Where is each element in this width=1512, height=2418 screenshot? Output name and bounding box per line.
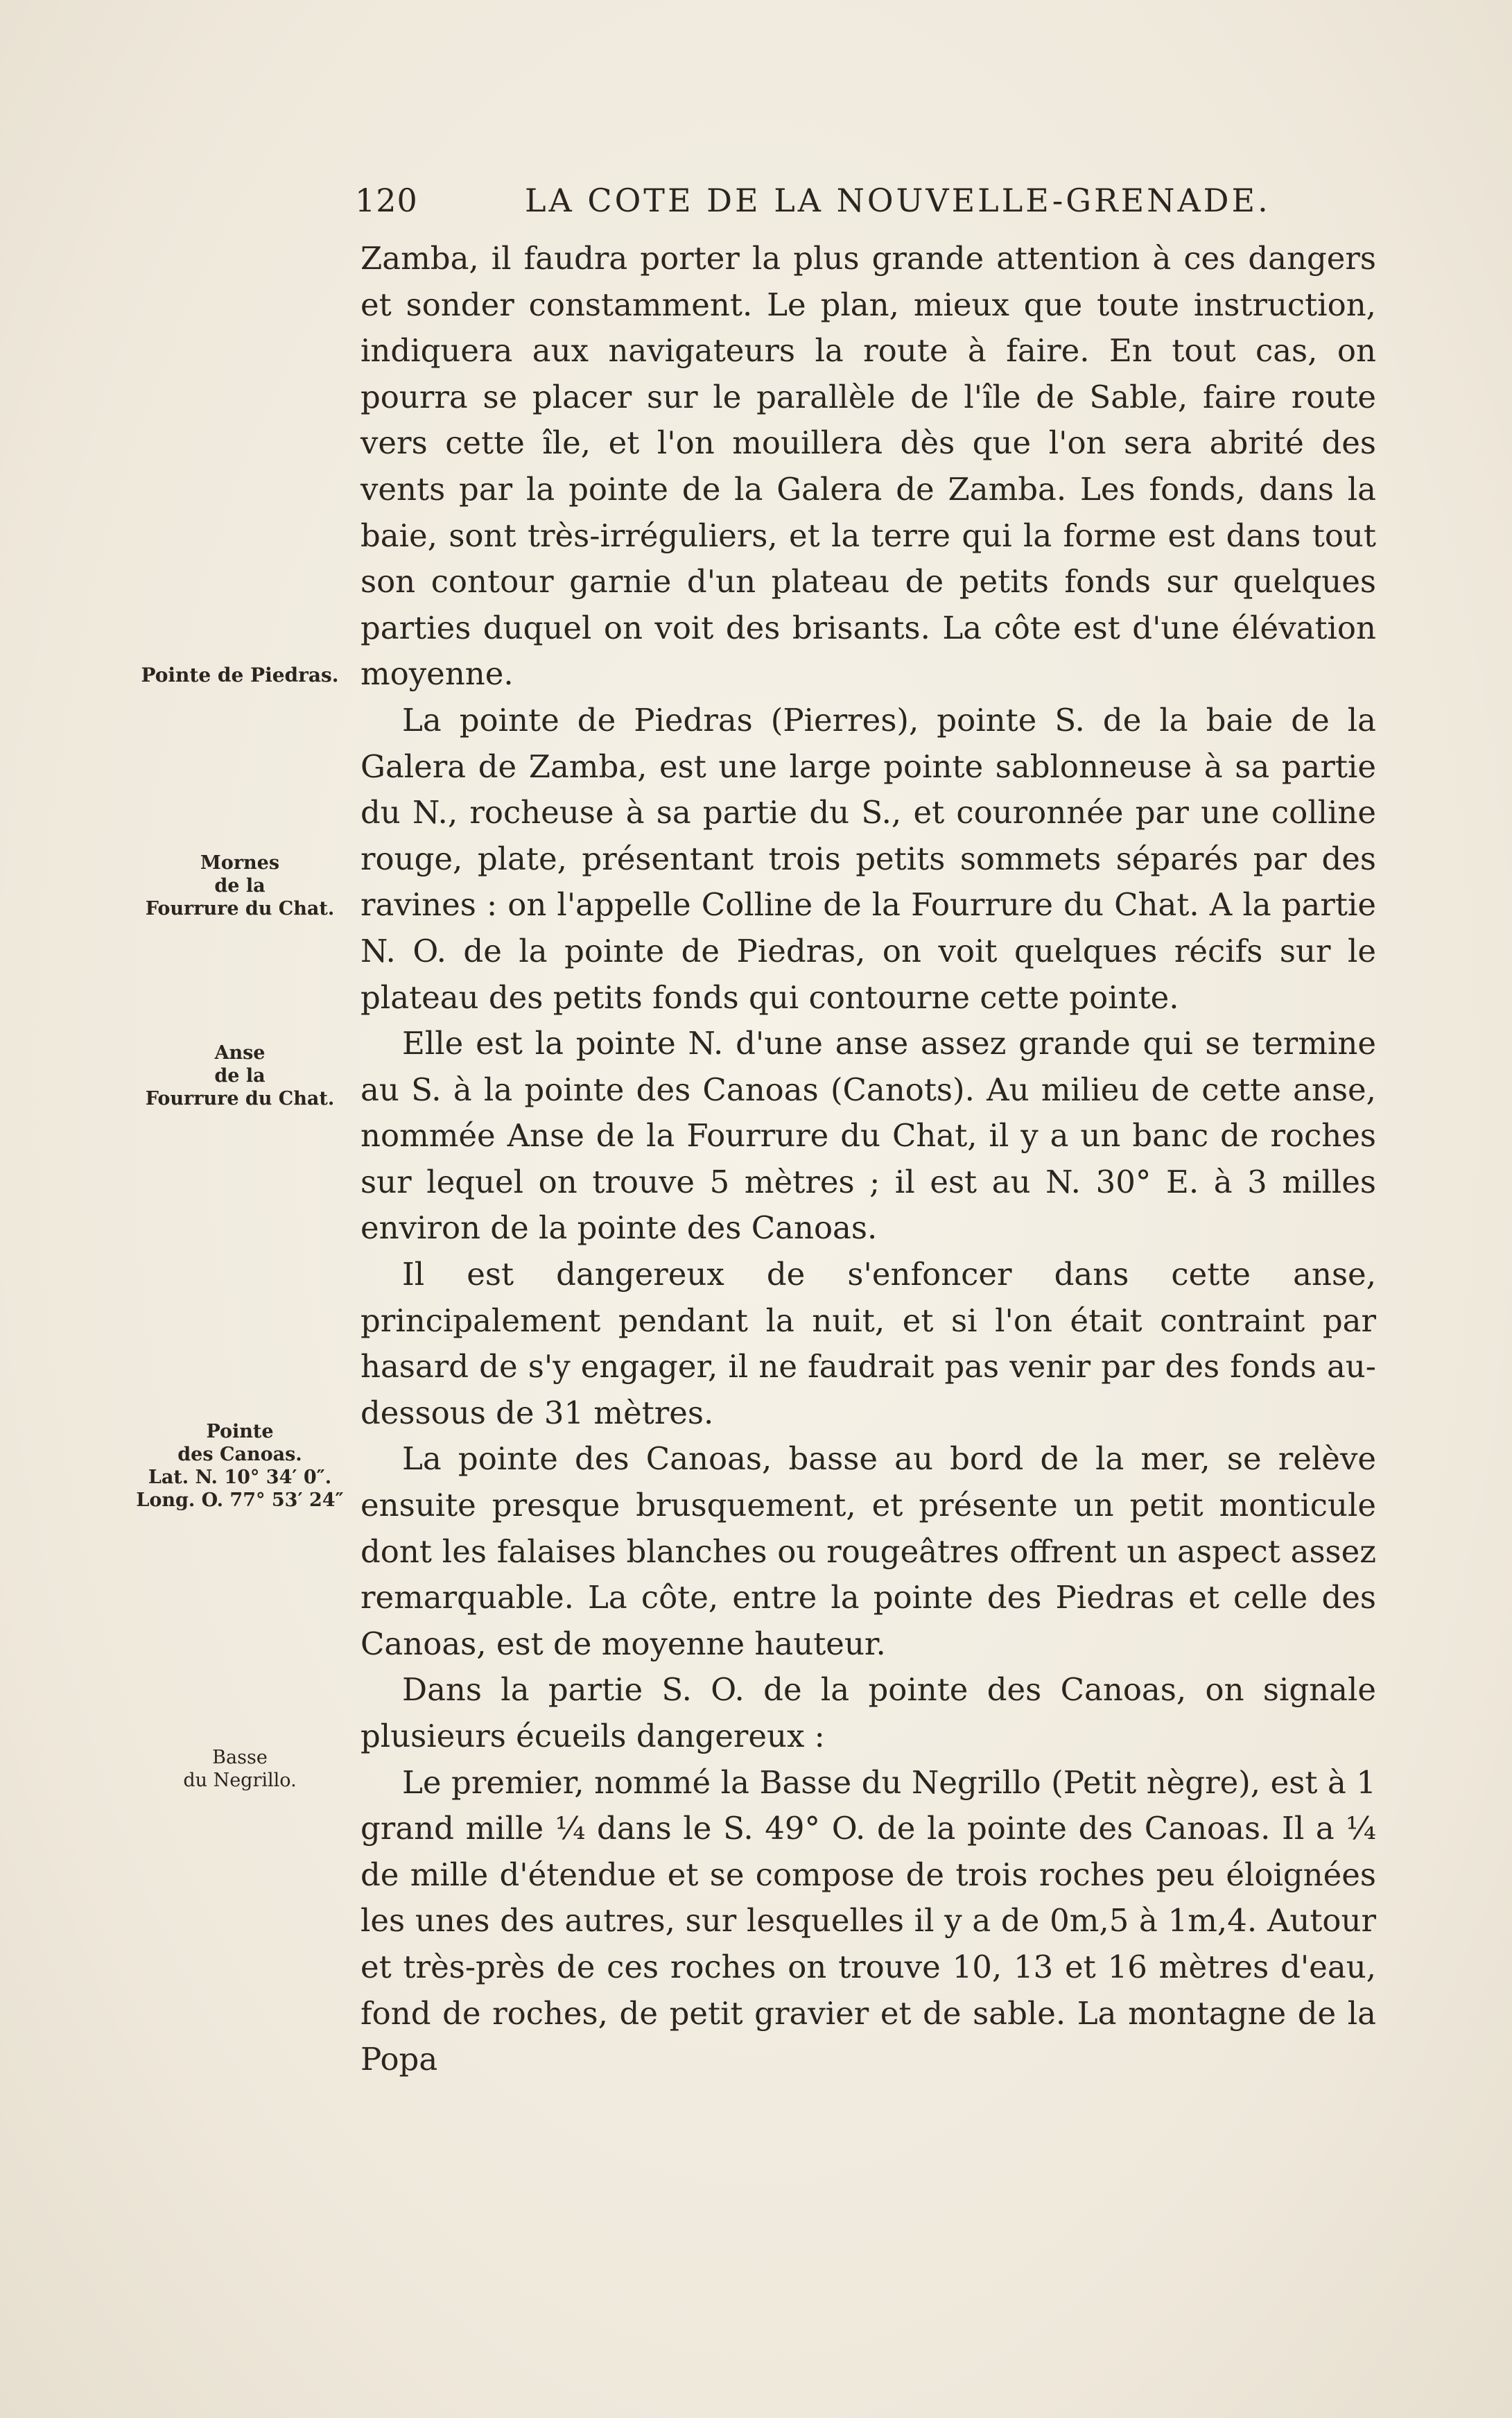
paragraph: Zamba, il faudra porter la plus grande attention à ces dangers et sonder constamment. Le plan, mieux que toute instruction, indiquera aux navigateurs la route à faire. En tout cas, on pourra se placer sur le parallèle de l'île de Sable, faire route vers cette île, et l'on mouillera dès que l'on sera abrité des vents par la pointe de la Galera de Zamba. Les fonds, dans la baie, sont très-irréguliers, et la terre qui la forme est dans tout son contour garnie d'un plateau de petits fonds sur quelques parties duquel on voit des brisants. La côte est d'une élévation moyenne. bbox=[360, 240, 1376, 693]
paragraph: Il est dangereux de s'enfoncer dans cette anse, principalement pendant la nuit, et si l'on était contraint par hasard de s'y engager, il ne faudrait pas venir par des fonds au-dessous de 31 mètres. bbox=[360, 1256, 1376, 1431]
margin-note-line: Pointe de Piedras. bbox=[141, 664, 339, 686]
margin-note-line: du Negrillo. bbox=[183, 1770, 297, 1791]
margin-note-pointe-des-canoas bbox=[136, 1420, 344, 1512]
margin-note-line: Lat. N. 10° 34′ 0″. bbox=[148, 1467, 332, 1488]
paragraph: La pointe des Canoas, basse au bord de la mer, se relève ensuite presque brusquement, et présente un petit monticule dont les falaises blanches ou rougeâtres offrent un aspect assez remarquable. La côte, entre la pointe des Piedras et celle des Canoas, est de moyenne hauteur. bbox=[360, 1440, 1376, 1662]
margin-note-pointe-de-piedras bbox=[136, 664, 344, 686]
margin-note-line: Fourrure du Chat. bbox=[145, 1088, 335, 1109]
margin-note-line: des Canoas. bbox=[177, 1444, 302, 1465]
margin-note-line: Mornes bbox=[200, 852, 280, 874]
margin-note-line: Basse bbox=[212, 1747, 268, 1768]
margin-note-line: Pointe bbox=[206, 1421, 274, 1442]
margin-note-line: de la bbox=[214, 1065, 266, 1087]
margin-note-line: Long. O. 77° 53′ 24″ bbox=[136, 1489, 344, 1511]
page-header bbox=[355, 175, 1381, 223]
paragraph: Elle est la pointe N. d'une anse assez grande qui se termine au S. à la pointe des Canoas (Canots). Au milieu de cette anse, nommée Anse de la Fourrure du Chat, il y a un banc de roches sur lequel on trouve 5 mètres ; il est au N. 30° E. à 3 milles environ de la pointe des Canoas. bbox=[360, 1025, 1376, 1247]
margin-note-basse-du-negrillo bbox=[136, 1746, 344, 1792]
running-title: LA COTE DE LA NOUVELLE-GRENADE. bbox=[525, 182, 1271, 219]
margin-note-line: Anse bbox=[214, 1042, 266, 1064]
page-number: 120 bbox=[355, 182, 418, 219]
margin-note-line: de la bbox=[214, 875, 266, 897]
margin-note-line: Fourrure du Chat. bbox=[145, 898, 335, 919]
margin-note-anse bbox=[136, 1042, 344, 1110]
paragraph: Le premier, nommé la Basse du Negrillo (Petit nègre), est à 1 grand mille ¼ dans le S. 49° O. de la pointe des Canoas. Il a ¼ de mille d'étendue et se compose de trois roches peu éloignées les unes des autres, sur lesquelles il y a de 0m,5 à 1m,4. Autour et très-près de ces roches on trouve 10, 13 et 16 mètres d'eau, fond de roches, de petit gravier et de sable. La montagne de la Popa bbox=[360, 1763, 1376, 2078]
body-text bbox=[360, 236, 1376, 2083]
margin-note-mornes bbox=[136, 852, 344, 920]
paragraph: La pointe de Piedras (Pierres), pointe S. de la baie de la Galera de Zamba, est une large pointe sablonneuse à sa partie du N., rocheuse à sa partie du S., et couronnée par une colline rouge, plate, présentant trois petits sommets séparés par des ravines : on l'appelle Colline de la Fourrure du Chat. A la partie N. O. de la pointe de Piedras, on voit quelques récifs sur le plateau des petits fonds qui contourne cette pointe. bbox=[360, 701, 1376, 1016]
paragraph: Dans la partie S. O. de la pointe des Canoas, on signale plusieurs écueils dangereux : bbox=[360, 1671, 1376, 1754]
